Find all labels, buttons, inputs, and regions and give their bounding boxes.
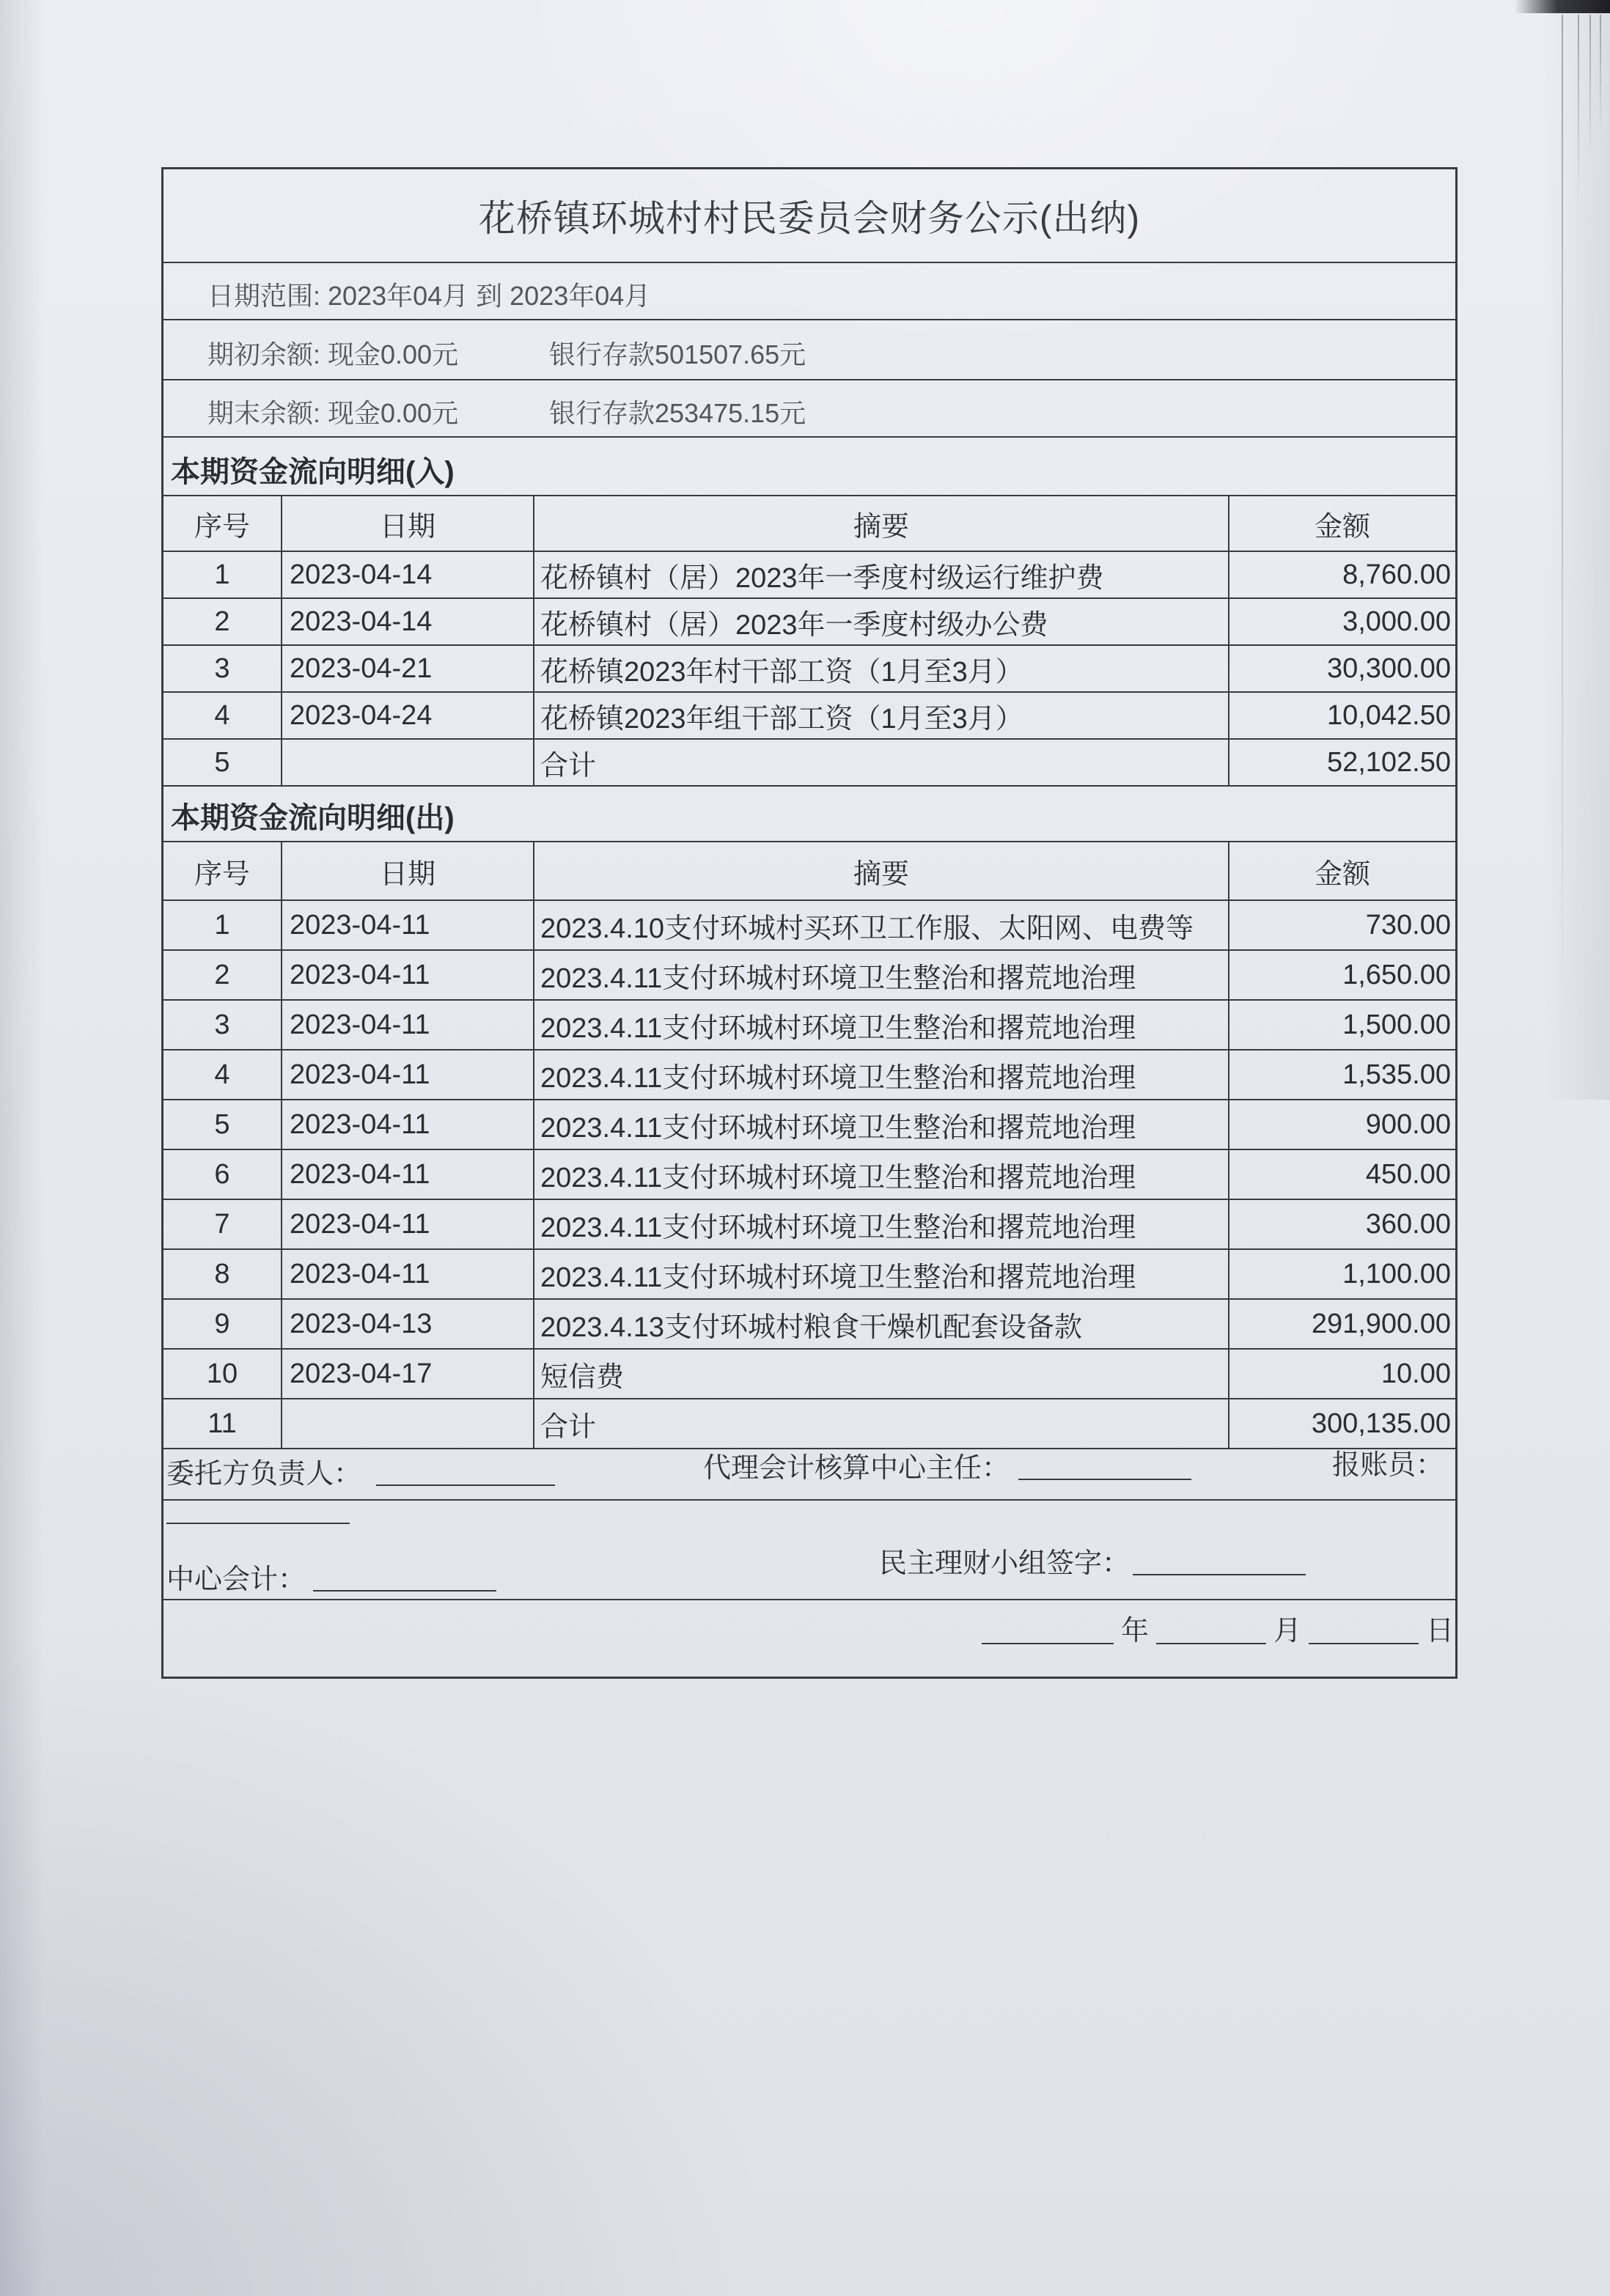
row-amount: 8,760.00 [1342,559,1451,590]
inflow-header-row [163,496,1455,552]
row-description: 花桥镇2023年村干部工资（1月至3月） [534,646,1229,691]
row-description: 花桥镇村（居）2023年一季度村级办公费 [534,599,1229,644]
closing-bank: 银行存款253475.15元 [549,397,806,428]
date-day-line [1309,1643,1419,1644]
title-row [163,169,1455,263]
row-description: 2023.4.11支付环城村环境卫生整治和撂荒地治理 [534,951,1229,999]
outflow-row [163,1350,1455,1399]
outflow-header-amount: 金额 [1314,858,1370,890]
row-amount: 360.00 [1365,1208,1451,1240]
closing-cash: 期末余额: 现金0.00元 [207,397,459,428]
row-date: 2023-04-14 [282,552,534,597]
inflow-heading: 本期资金流向明细(入) [171,456,455,488]
row-description: 花桥镇2023年组干部工资（1月至3月） [534,693,1229,738]
row-date-empty [282,1399,534,1448]
opening-bank: 银行存款501507.65元 [549,339,806,369]
outflow-total-amount: 300,135.00 [1311,1408,1451,1439]
inflow-row [163,693,1455,740]
row-description: 2023.4.11支付环城村环境卫生整治和撂荒地治理 [534,1250,1229,1298]
signature-label-center-accountant: 中心会计： [166,1564,306,1595]
outflow-row [163,1150,1455,1200]
date-range: 日期范围: 2023年04月 到 2023年04月 [207,280,651,311]
signature-line [166,1523,350,1524]
row-date: 2023-04-11 [282,901,534,949]
row-no: 2 [163,599,282,644]
paper-stack-line [1600,15,1601,132]
signature-label-finance-group: 民主理财小组签字： [879,1548,1131,1579]
row-date: 2023-04-17 [282,1350,534,1398]
paper-stack-edge [1544,0,1610,1100]
row-amount: 10,042.50 [1326,699,1451,731]
row-date: 2023-04-11 [282,1100,534,1149]
row-description: 2023.4.11支付环城村环境卫生整治和撂荒地治理 [534,1200,1229,1248]
signature-row-2 [163,1501,1455,1600]
paper-stack-line [1578,15,1579,205]
row-amount: 291,900.00 [1311,1308,1451,1339]
row-no: 2 [163,951,282,999]
date-range-row [163,263,1455,320]
inflow-header-date: 日期 [282,496,534,551]
date-year-label: 年 [1121,1616,1150,1646]
row-description: 2023.4.13支付环城村粮食干燥机配套设备款 [534,1300,1229,1348]
inflow-row [163,599,1455,646]
row-no: 9 [163,1300,282,1348]
date-month-line [1156,1643,1266,1644]
row-amount: 10.00 [1381,1358,1451,1389]
signature-line [1133,1574,1306,1575]
row-description: 2023.4.11支付环城村环境卫生整治和撂荒地治理 [534,1051,1229,1099]
row-no: 3 [163,1001,282,1049]
inflow-heading-row [163,438,1455,496]
row-description: 2023.4.10支付环城村买环卫工作服、太阳网、电费等 [534,901,1229,949]
row-date: 2023-04-11 [282,1200,534,1248]
inflow-header-no: 序号 [163,496,282,551]
row-date: 2023-04-11 [282,1001,534,1049]
signature-label-bookkeeper: 报账员： [1332,1450,1444,1481]
outflow-row [163,1100,1455,1150]
row-description: 2023.4.11支付环城村环境卫生整治和撂荒地治理 [534,1150,1229,1199]
row-amount: 1,535.00 [1342,1059,1451,1090]
row-no: 5 [163,1100,282,1149]
row-date: 2023-04-14 [282,599,534,644]
outflow-header-description: 摘要 [534,842,1229,899]
row-no: 7 [163,1200,282,1248]
inflow-row [163,552,1455,599]
outflow-total-row [163,1399,1455,1449]
inflow-row [163,646,1455,693]
inflow-total-amount: 52,102.50 [1326,746,1451,778]
inflow-total-row [163,740,1455,787]
row-date: 2023-04-11 [282,1150,534,1199]
date-day-label: 日 [1426,1616,1455,1646]
row-no: 11 [163,1399,282,1448]
closing-balance-row [163,380,1455,438]
outflow-heading: 本期资金流向明细(出) [171,802,455,834]
opening-cash: 期初余额: 现金0.00元 [207,339,459,369]
row-no: 3 [163,646,282,691]
row-amount: 1,650.00 [1342,959,1451,990]
row-amount: 3,000.00 [1342,606,1451,637]
row-amount: 30,300.00 [1326,652,1451,684]
signature-row-1 [163,1449,1455,1501]
document-title: 花桥镇环城村村民委员会财务公示(出纳) [478,198,1141,239]
signature-line [376,1484,555,1486]
signature-line [1018,1479,1191,1480]
row-no: 1 [163,901,282,949]
row-amount: 450.00 [1365,1158,1451,1190]
signature-label-center-director: 代理会计核算中心主任： [703,1453,1010,1484]
outflow-header-row [163,842,1455,901]
row-no: 6 [163,1150,282,1199]
row-amount: 1,500.00 [1342,1009,1451,1040]
outflow-header-no: 序号 [163,842,282,899]
signature-line [313,1590,496,1592]
inflow-header-amount: 金额 [1314,511,1370,542]
dark-corner [1515,0,1610,13]
outflow-heading-row [163,787,1455,842]
inflow-header-description: 摘要 [534,496,1229,551]
row-description: 花桥镇村（居）2023年一季度村级运行维护费 [534,552,1229,597]
row-no: 1 [163,552,282,597]
paper-stack-line [1562,15,1563,1026]
row-date: 2023-04-13 [282,1300,534,1348]
row-no: 10 [163,1350,282,1398]
finance-disclosure-form [161,167,1458,1679]
date-month-label: 月 [1273,1616,1302,1646]
opening-balance-row [163,320,1455,380]
row-amount: 1,100.00 [1342,1258,1451,1289]
signature-date-row [163,1600,1455,1677]
row-date: 2023-04-21 [282,646,534,691]
row-description: 合计 [534,740,1229,785]
outflow-row [163,951,1455,1001]
outflow-row [163,1200,1455,1250]
row-no: 5 [163,740,282,785]
row-description: 短信费 [534,1350,1229,1398]
row-date: 2023-04-24 [282,693,534,738]
date-year-line [982,1643,1114,1644]
row-description: 2023.4.11支付环城村环境卫生整治和撂荒地治理 [534,1100,1229,1149]
outflow-row [163,1051,1455,1100]
row-date: 2023-04-11 [282,1250,534,1298]
row-date-empty [282,740,534,785]
outflow-row [163,1001,1455,1051]
outflow-row [163,1300,1455,1350]
row-no: 8 [163,1250,282,1298]
outflow-row [163,1250,1455,1300]
row-amount: 730.00 [1365,909,1451,941]
row-amount: 900.00 [1365,1108,1451,1140]
row-description: 2023.4.11支付环城村环境卫生整治和撂荒地治理 [534,1001,1229,1049]
row-date: 2023-04-11 [282,951,534,999]
outflow-row [163,901,1455,951]
row-description: 合计 [534,1399,1229,1448]
signature-label-client-head: 委托方负责人： [166,1459,362,1490]
row-no: 4 [163,693,282,738]
paper-stack-line [1589,15,1591,161]
paper-left-shadow [0,0,44,2296]
outflow-header-date: 日期 [282,842,534,899]
row-date: 2023-04-11 [282,1051,534,1099]
row-no: 4 [163,1051,282,1099]
